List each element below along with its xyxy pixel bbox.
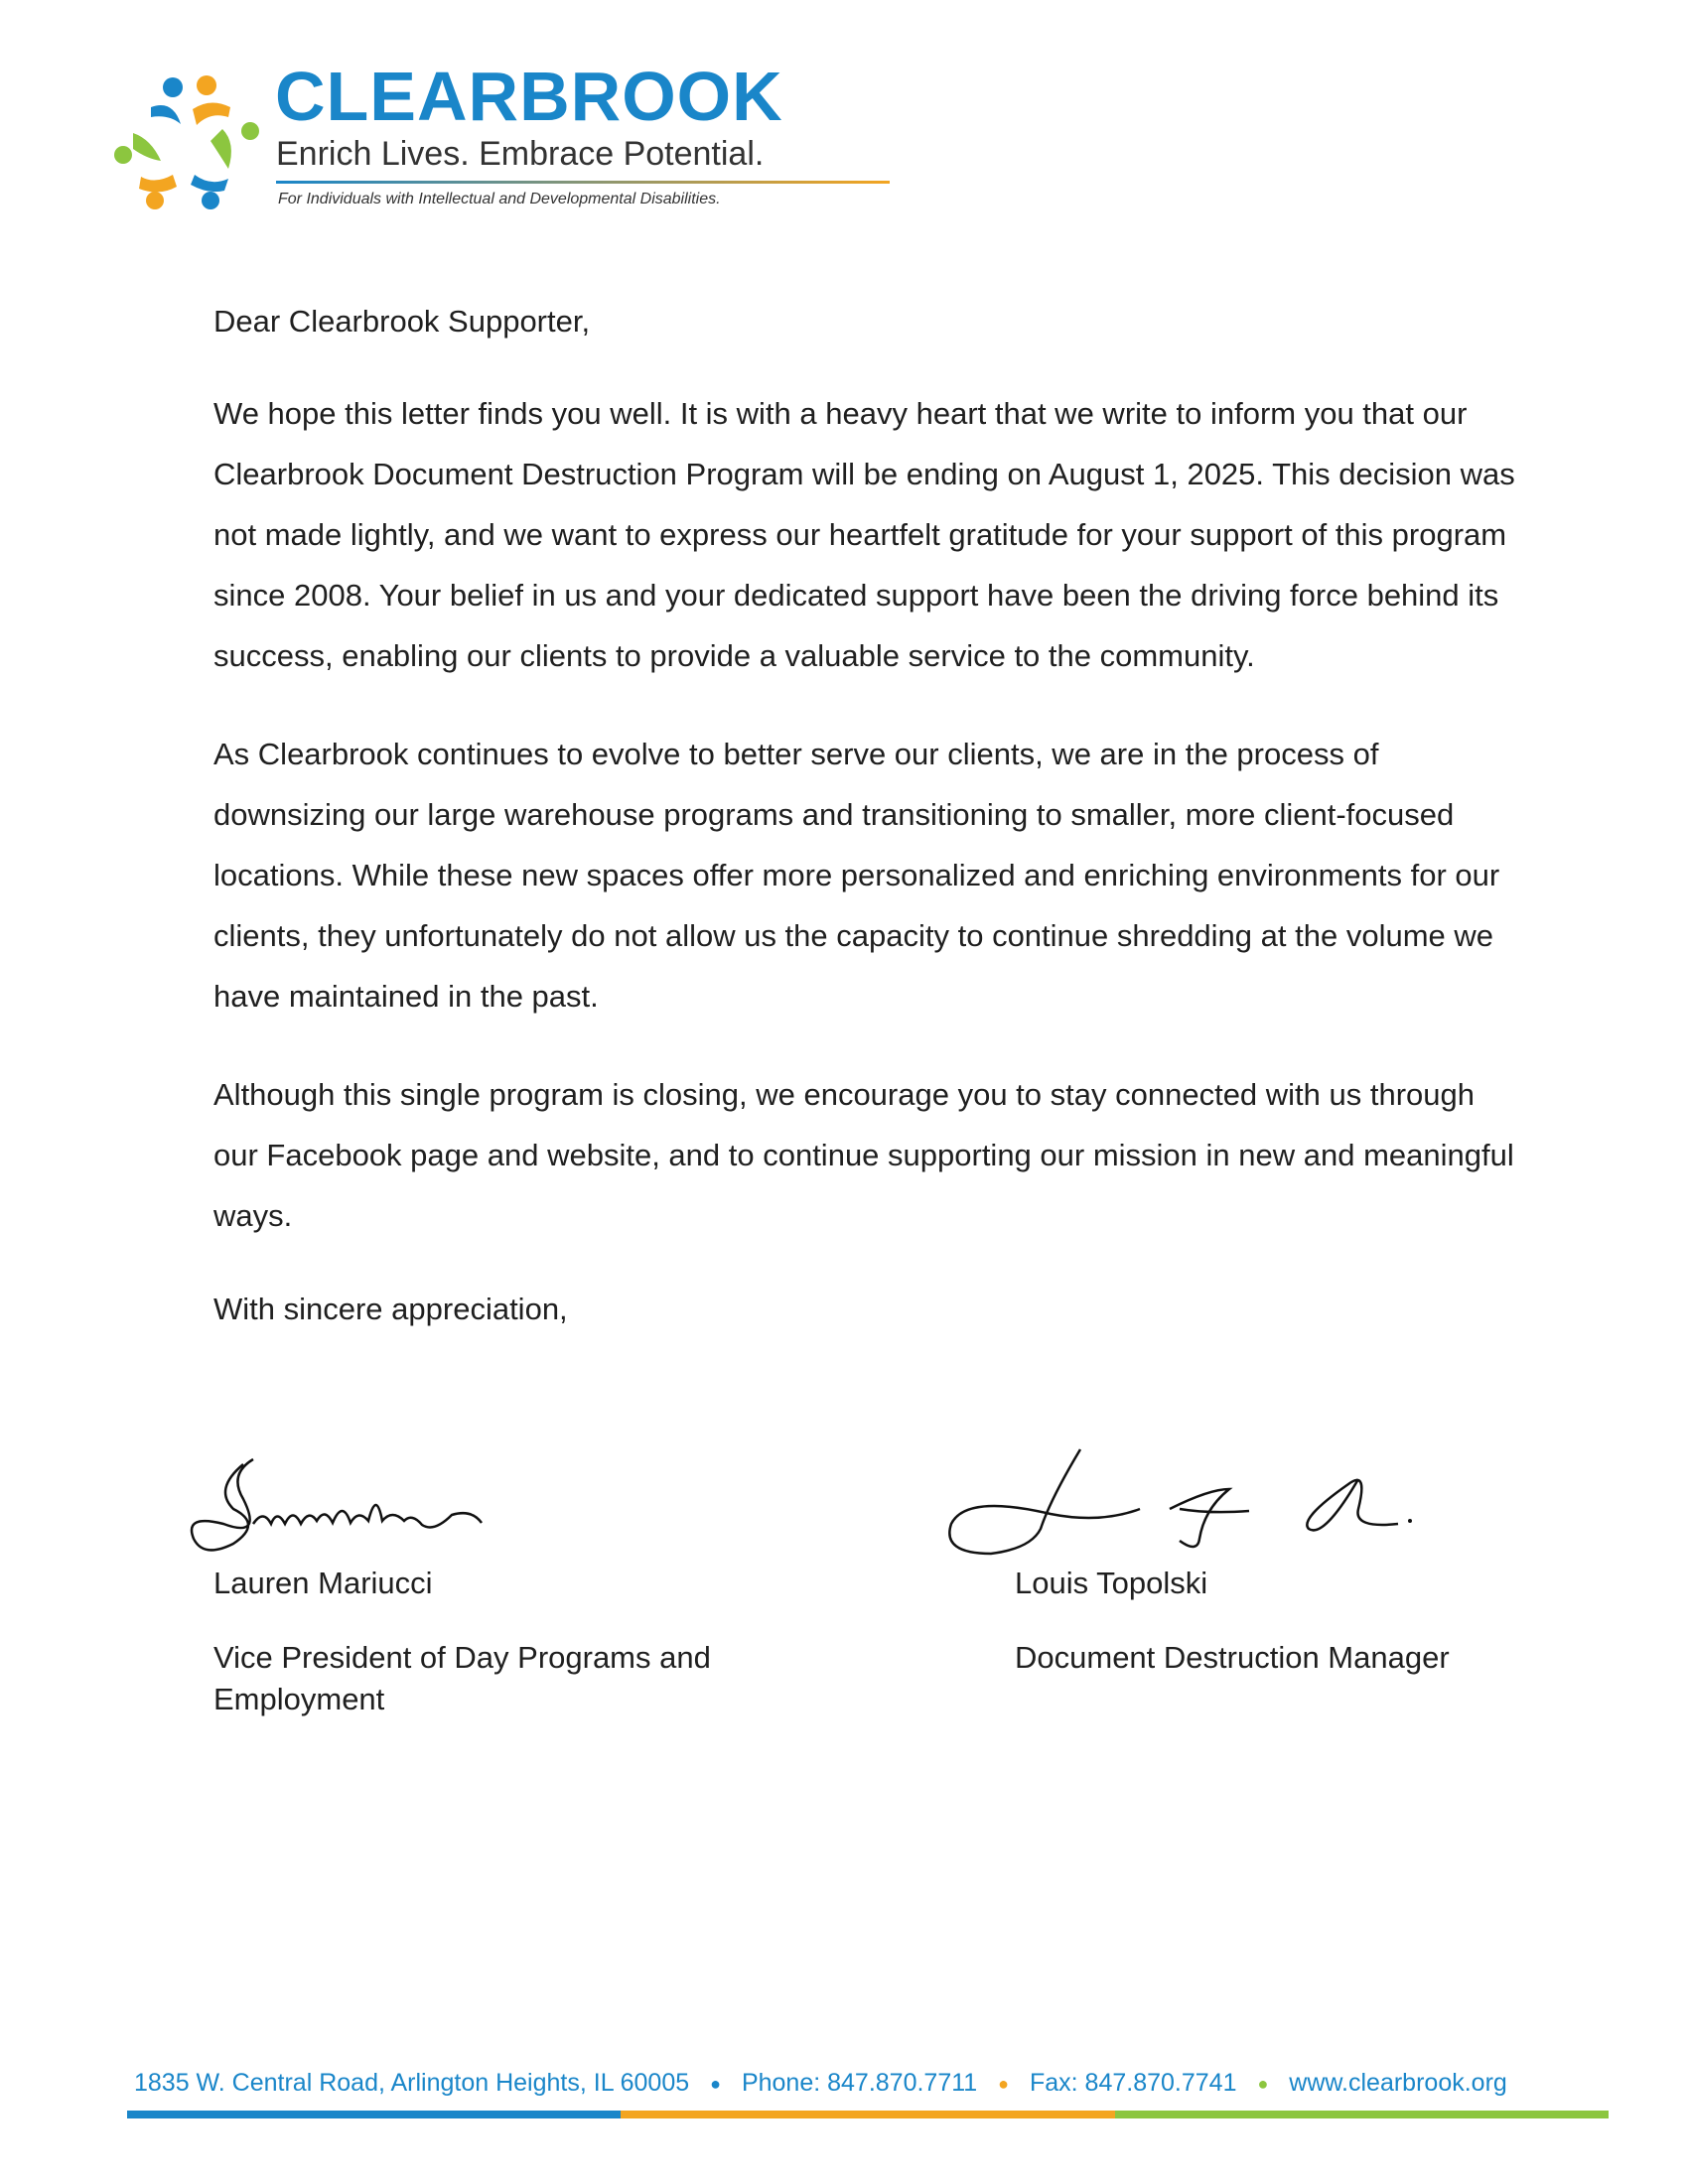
footer-website[interactable]: www.clearbrook.org <box>1289 2069 1507 2097</box>
org-name: CLEARBROOK <box>275 58 783 135</box>
footer-color-bar <box>127 2111 1609 2118</box>
paragraph: Although this single program is closing, we encourage you to stay connected with us through our Facebook page and website, and to continue supporting our mission in new and meaningful ways. <box>213 1077 1514 1233</box>
letter-body <box>213 296 1524 1335</box>
footer-phone: Phone: 847.870.7711 <box>741 2069 978 2097</box>
bullet-icon: ● <box>998 2074 1010 2095</box>
tagline: Enrich Lives. Embrace Potential. <box>276 135 765 173</box>
subtagline: For Individuals with Intellectual and Developmental Disabilities. <box>278 191 721 207</box>
footer-contact <box>134 2065 1604 2102</box>
signatory-title: Document Destruction Manager <box>1015 1640 1450 1675</box>
footer-fax: Fax: 847.870.7741 <box>1029 2069 1237 2097</box>
signature-image <box>931 1430 1487 1564</box>
signatory-name: Lauren Mariucci <box>213 1566 433 1600</box>
signatory-title: Vice President of Day Programs and Employment <box>213 1640 711 1716</box>
bullet-icon: ● <box>1257 2074 1269 2095</box>
signature-block-right <box>931 1430 1547 1679</box>
closing: With sincere appreciation, <box>213 1292 568 1326</box>
people-circle-logo-icon <box>111 69 265 218</box>
salutation: Dear Clearbrook Supporter, <box>213 304 591 339</box>
bullet-icon: ● <box>710 2074 721 2095</box>
paragraph: As Clearbrook continues to evolve to better serve our clients, we are in the process of downsizing our large warehouse programs and transitioning to smaller, more client-focused locations. While these new spaces offer more personalized and enriching environments for our clients, they unfortunately do not allow us the capacity to continue shredding at the volume we have maintained in the past. <box>213 737 1500 1014</box>
header-rule <box>276 181 890 184</box>
signature-block-left <box>174 1430 789 1720</box>
signature-image <box>174 1430 571 1564</box>
signatory-name: Louis Topolski <box>1015 1566 1208 1600</box>
letterhead <box>111 58 806 220</box>
footer-address: 1835 W. Central Road, Arlington Heights, IL 60005 <box>134 2069 690 2097</box>
paragraph: We hope this letter finds you well. It is with a heavy heart that we write to inform you that our Clearbrook Document Destruction Program will be ending on August 1, 2025. This decision was not made lightly, and we want to express our heartfelt gratitude for your support of this program since 2008. Your belief in us and your dedicated support have been the driving force behind its success, enabling our clients to provide a valuable service to the community. <box>213 396 1515 673</box>
